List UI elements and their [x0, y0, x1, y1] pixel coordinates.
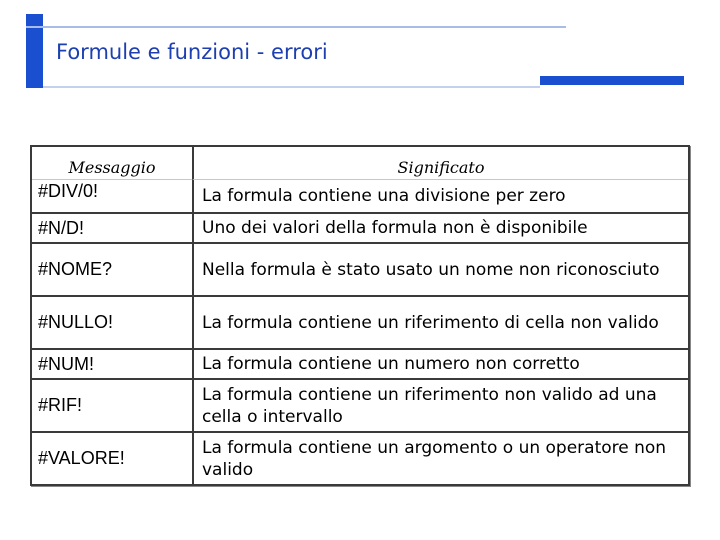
- table-row: [32, 180, 688, 212]
- error-meaning: La formula contiene un numero non corretto: [192, 348, 688, 378]
- error-meaning: La formula contiene un argomento o un operatore non valido: [192, 431, 688, 484]
- corner-accent-block: [540, 76, 684, 85]
- error-code: #NUM!: [32, 348, 192, 378]
- error-code: #N/D!: [32, 212, 192, 242]
- error-code: #DIV/0!: [38, 181, 99, 201]
- error-code: #VALORE!: [32, 431, 192, 484]
- table-row: [32, 431, 688, 484]
- header-message: Messaggio: [32, 147, 192, 180]
- slide-title: Formule e funzioni - errori: [56, 40, 328, 64]
- title-underline: [43, 86, 540, 88]
- table-row: [32, 378, 688, 431]
- error-code: #NULLO!: [32, 295, 192, 348]
- error-meaning: La formula contiene un riferimento di cella non valido: [192, 295, 688, 348]
- header-meaning: Significato: [192, 147, 688, 180]
- error-meaning: La formula contiene una divisione per zero: [192, 180, 688, 212]
- table-header-row: [32, 147, 688, 180]
- top-rule: [26, 26, 566, 28]
- table-row: [32, 348, 688, 378]
- table-row: [32, 212, 688, 242]
- error-meaning: Uno dei valori della formula non è disponibile: [192, 212, 688, 242]
- error-code: #RIF!: [32, 378, 192, 431]
- error-code: #NOME?: [32, 242, 192, 295]
- error-table: [30, 145, 690, 486]
- error-meaning: La formula contiene un riferimento non valido ad una cella o intervallo: [192, 378, 688, 431]
- error-meaning: Nella formula è stato usato un nome non riconosciuto: [192, 242, 688, 295]
- table-row: [32, 295, 688, 348]
- table-row: [32, 242, 688, 295]
